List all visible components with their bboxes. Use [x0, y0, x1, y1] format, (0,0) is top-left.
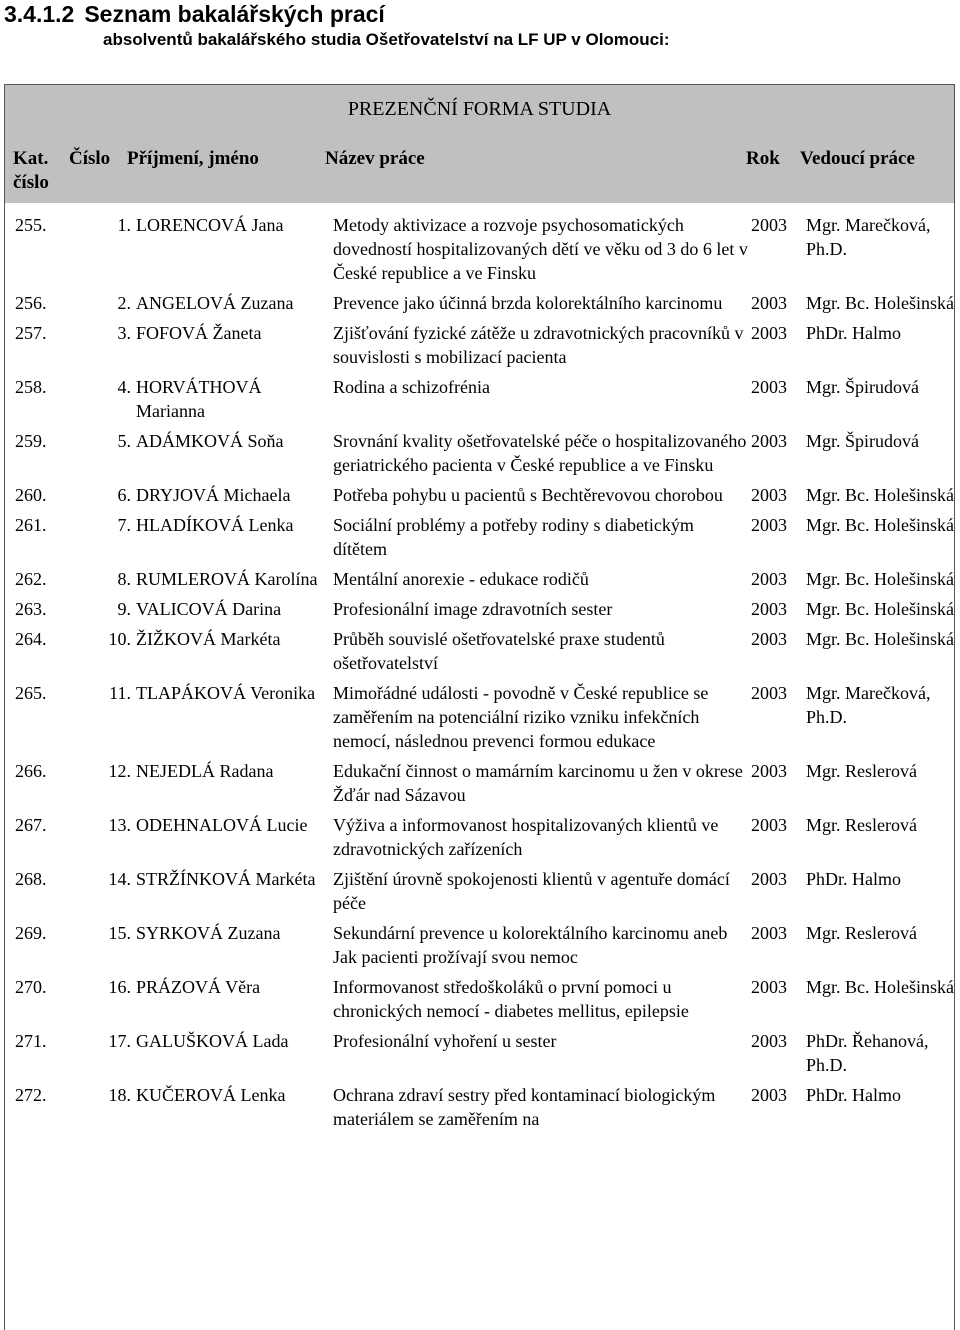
- row-thesis-title: Sekundární prevence u kolorektálního karcinomu aneb Jak pacienti prožívají svou nemoc: [333, 923, 728, 967]
- row-year: 2003: [751, 869, 787, 889]
- table-row: [5, 627, 956, 681]
- row-supervisor: PhDr. Řehanová, Ph.D.: [806, 1031, 929, 1075]
- row-number: 13.: [108, 815, 131, 835]
- header-kat-cislo: [13, 147, 49, 195]
- header-cislo: Číslo: [69, 148, 111, 169]
- row-number: 10.: [108, 629, 131, 649]
- row-supervisor: PhDr. Halmo: [806, 323, 902, 343]
- row-thesis-title: Rodina a schizofrénia: [333, 377, 490, 397]
- row-number: 15.: [108, 923, 131, 943]
- row-kat-number: 262.: [15, 569, 47, 589]
- row-supervisor: Mgr. Špirudová: [806, 431, 920, 451]
- row-number: 5.: [117, 431, 131, 451]
- table-row: [5, 429, 956, 483]
- row-kat-number: 266.: [15, 761, 47, 781]
- row-thesis-title: Potřeba pohybu u pacientů s Bechtěrevovou chorobou: [333, 485, 723, 505]
- row-kat-number: 272.: [15, 1085, 47, 1105]
- row-kat-number: 271.: [15, 1031, 47, 1051]
- row-kat-number: 258.: [15, 377, 47, 397]
- row-student-name: ODEHNALOVÁ Lucie: [136, 815, 308, 835]
- row-kat-number: 261.: [15, 515, 47, 535]
- section-subheading: absolventů bakalářského studia Ošetřovatelství na LF UP v Olomouci:: [103, 30, 670, 49]
- row-kat-number: 265.: [15, 683, 47, 703]
- row-number: 8.: [117, 569, 131, 589]
- row-thesis-title: Metody aktivizace a rozvoje psychosomatických dovedností hospitalizovaných dětí ve věku od 3 do 6 let v České republice a ve Finsku: [333, 215, 748, 283]
- row-kat-number: 270.: [15, 977, 47, 997]
- row-kat-number: 260.: [15, 485, 47, 505]
- row-kat-number: 269.: [15, 923, 47, 943]
- row-year: 2003: [751, 1085, 787, 1105]
- row-year: 2003: [751, 977, 787, 997]
- row-student-name: GALUŠKOVÁ Lada: [136, 1031, 289, 1051]
- row-kat-number: 257.: [15, 323, 47, 343]
- row-year: 2003: [751, 323, 787, 343]
- table-row: [5, 513, 956, 567]
- table-row: [5, 597, 956, 627]
- row-thesis-title: Srovnání kvality ošetřovatelské péče o hospitalizovaného geriatrického pacienta v České republice a ve Finsku: [333, 431, 747, 475]
- row-kat-number: 264.: [15, 629, 47, 649]
- row-kat-number: 256.: [15, 293, 47, 313]
- row-supervisor: Mgr. Bc. Holešinská: [806, 515, 954, 535]
- table-row: [5, 321, 956, 375]
- row-thesis-title: Zjištění úrovně spokojenosti klientů v agentuře domácí péče: [333, 869, 730, 913]
- row-thesis-title: Sociální problémy a potřeby rodiny s diabetickým dítětem: [333, 515, 694, 559]
- row-number: 1.: [117, 215, 131, 235]
- row-student-name: ANGELOVÁ Zuzana: [136, 293, 294, 313]
- row-supervisor: Mgr. Špirudová: [806, 377, 920, 397]
- row-student-name: HLADÍKOVÁ Lenka: [136, 515, 294, 535]
- thesis-rows: [5, 213, 956, 1137]
- row-thesis-title: Ochrana zdraví sestry před kontaminací biologickým materiálem se zaměřením na: [333, 1085, 716, 1129]
- row-student-name: HORVÁTHOVÁ Marianna: [136, 377, 262, 421]
- table-header: [5, 85, 954, 203]
- row-number: 9.: [117, 599, 131, 619]
- table-row: [5, 867, 956, 921]
- row-thesis-title: Prevence jako účinná brzda kolorektálního karcinomu: [333, 293, 723, 313]
- row-year: 2003: [751, 569, 787, 589]
- row-student-name: KUČEROVÁ Lenka: [136, 1085, 286, 1105]
- row-student-name: PRÁZOVÁ Věra: [136, 977, 261, 997]
- section-number: 3.4.1.2: [4, 1, 75, 27]
- row-kat-number: 255.: [15, 215, 47, 235]
- row-student-name: VALICOVÁ Darina: [136, 599, 282, 619]
- thesis-table: [4, 84, 955, 1330]
- row-supervisor: Mgr. Bc. Holešinská: [806, 293, 954, 313]
- row-thesis-title: Mimořádné události - povodně v České republice se zaměřením na potenciální riziko vzniku infekčních nemocí, následnou prevenci formou edukace: [333, 683, 709, 751]
- row-supervisor: Mgr. Reslerová: [806, 761, 917, 781]
- header-supervisor: Vedoucí práce: [800, 148, 915, 169]
- row-thesis-title: Informovanost středoškoláků o první pomoci u chronických nemocí - diabetes mellitus, epilepsie: [333, 977, 689, 1021]
- row-kat-number: 259.: [15, 431, 47, 451]
- row-student-name: RUMLEROVÁ Karolína: [136, 569, 318, 589]
- row-supervisor: Mgr. Marečková, Ph.D.: [806, 683, 931, 727]
- row-student-name: ŽIŽKOVÁ Markéta: [136, 629, 281, 649]
- header-title: Název práce: [325, 148, 425, 169]
- row-number: 4.: [117, 377, 131, 397]
- row-supervisor: Mgr. Reslerová: [806, 815, 917, 835]
- row-kat-number: 268.: [15, 869, 47, 889]
- row-thesis-title: Průběh souvislé ošetřovatelské praxe studentů ošetřovatelství: [333, 629, 665, 673]
- header-kat-line1: Kat.: [13, 148, 49, 169]
- table-row: [5, 759, 956, 813]
- section-heading: [4, 0, 385, 28]
- table-row: [5, 483, 956, 513]
- row-number: 12.: [108, 761, 131, 781]
- row-year: 2003: [751, 1031, 787, 1051]
- row-supervisor: Mgr. Bc. Holešinská: [806, 599, 954, 619]
- row-year: 2003: [751, 377, 787, 397]
- table-row: [5, 1029, 956, 1083]
- row-supervisor: Mgr. Bc. Holešinská: [806, 977, 954, 997]
- table-row: [5, 921, 956, 975]
- row-year: 2003: [751, 815, 787, 835]
- row-year: 2003: [751, 683, 787, 703]
- row-year: 2003: [751, 515, 787, 535]
- row-thesis-title: Profesionální image zdravotních sester: [333, 599, 613, 619]
- row-year: 2003: [751, 599, 787, 619]
- table-row: [5, 567, 956, 597]
- row-number: 3.: [117, 323, 131, 343]
- table-row: [5, 375, 956, 429]
- table-row: [5, 1083, 956, 1137]
- row-supervisor: PhDr. Halmo: [806, 869, 902, 889]
- row-number: 16.: [108, 977, 131, 997]
- row-kat-number: 267.: [15, 815, 47, 835]
- row-thesis-title: Profesionální vyhoření u sester: [333, 1031, 557, 1051]
- row-number: 14.: [108, 869, 131, 889]
- table-row: [5, 813, 956, 867]
- row-thesis-title: Výživa a informovanost hospitalizovaných klientů ve zdravotnických zařízeních: [333, 815, 719, 859]
- row-supervisor: PhDr. Halmo: [806, 1085, 902, 1105]
- row-number: 17.: [108, 1031, 131, 1051]
- row-year: 2003: [751, 761, 787, 781]
- row-number: 2.: [117, 293, 131, 313]
- row-thesis-title: Edukační činnost o mamárním karcinomu u žen v okrese Žďár nad Sázavou: [333, 761, 743, 805]
- table-row: [5, 975, 956, 1029]
- row-thesis-title: Mentální anorexie - edukace rodičů: [333, 569, 589, 589]
- row-year: 2003: [751, 485, 787, 505]
- row-number: 11.: [109, 683, 131, 703]
- row-year: 2003: [751, 215, 787, 235]
- row-number: 7.: [117, 515, 131, 535]
- row-student-name: FOFOVÁ Žaneta: [136, 323, 262, 343]
- section-title: Seznam bakalářských prací: [84, 1, 385, 27]
- row-year: 2003: [751, 629, 787, 649]
- row-thesis-title: Zjišťování fyzické zátěže u zdravotnických pracovníků v souvislosti s mobilizací pacienta: [333, 323, 744, 367]
- row-number: 18.: [108, 1085, 131, 1105]
- header-name: Příjmení, jméno: [127, 148, 259, 169]
- row-supervisor: Mgr. Marečková, Ph.D.: [806, 215, 931, 259]
- row-student-name: DRYJOVÁ Michaela: [136, 485, 291, 505]
- row-kat-number: 263.: [15, 599, 47, 619]
- table-row: [5, 213, 956, 291]
- header-year: Rok: [746, 148, 780, 169]
- study-form-title: PREZENČNÍ FORMA STUDIA: [347, 98, 612, 120]
- row-student-name: ADÁMKOVÁ Soňa: [136, 431, 284, 451]
- row-year: 2003: [751, 431, 787, 451]
- row-year: 2003: [751, 923, 787, 943]
- table-row: [5, 681, 956, 759]
- row-supervisor: Mgr. Reslerová: [806, 923, 917, 943]
- row-student-name: NEJEDLÁ Radana: [136, 761, 274, 781]
- header-kat-line2: číslo: [13, 172, 49, 193]
- row-student-name: TLAPÁKOVÁ Veronika: [136, 683, 316, 703]
- row-student-name: STRŽÍNKOVÁ Markéta: [136, 869, 316, 889]
- row-supervisor: Mgr. Bc. Holešinská: [806, 629, 954, 649]
- row-number: 6.: [117, 485, 131, 505]
- row-student-name: LORENCOVÁ Jana: [136, 215, 284, 235]
- row-student-name: SYRKOVÁ Zuzana: [136, 923, 281, 943]
- row-supervisor: Mgr. Bc. Holešinská: [806, 485, 954, 505]
- row-year: 2003: [751, 293, 787, 313]
- table-row: [5, 291, 956, 321]
- row-supervisor: Mgr. Bc. Holešinská: [806, 569, 954, 589]
